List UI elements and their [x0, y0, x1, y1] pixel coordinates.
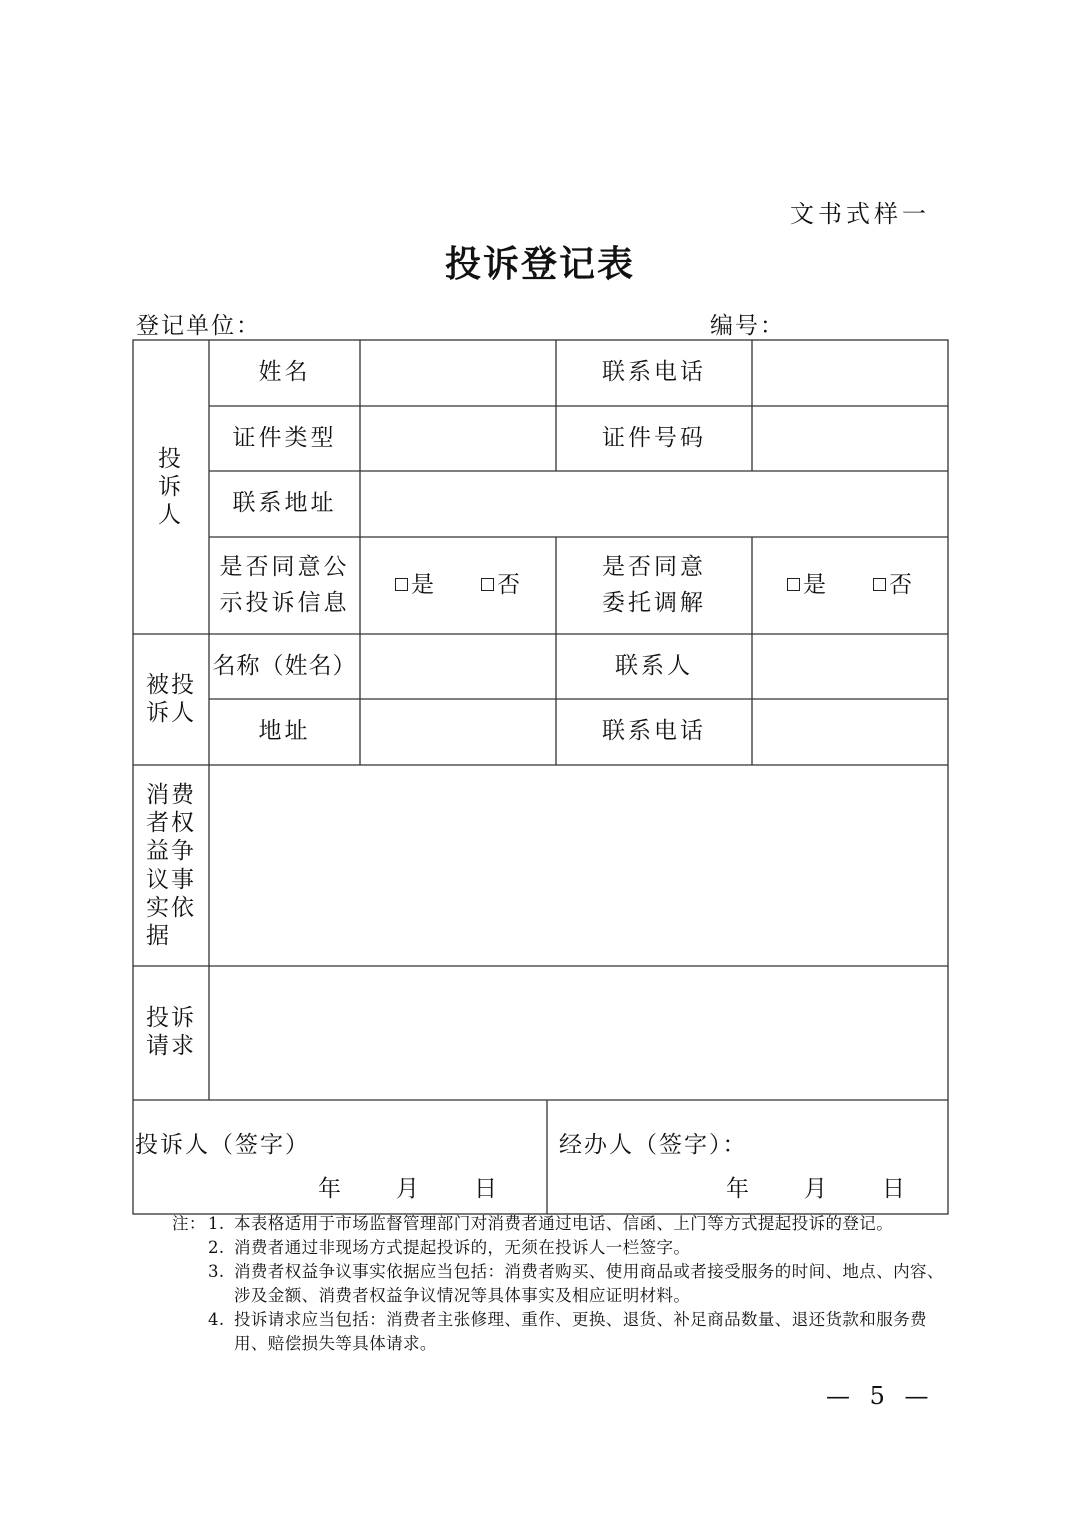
respondent-name-label: 名称（姓名） [212, 652, 357, 679]
note-item: 2. 消费者通过非现场方式提起投诉的，无须在投诉人一栏签字。 [208, 1238, 691, 1257]
registration-unit-label: 登记单位： [136, 313, 261, 339]
serial-number-label: 编号： [710, 313, 785, 339]
disclose-yes-option[interactable]: 是 [395, 568, 435, 604]
note-item: 3. 消费者权益争议事实依据应当包括：消费者购买、使用商品或者接受服务的时间、地点、内容、涉及金额、消费者权益争议情况等具体事实及相应证明材料。 [208, 1262, 944, 1305]
page-number: — 5 — [826, 1382, 935, 1410]
facts-section-label: 消费 者权 益争 议事 实依 据 [146, 782, 196, 949]
handler-signature-date: 年 月 日 [726, 1176, 905, 1202]
respondent-section-label: 被投 诉人 [146, 671, 196, 726]
mediation-yes-option[interactable]: 是 [787, 568, 827, 604]
respondent-contact-field[interactable] [752, 634, 948, 699]
phone-label: 联系电话 [602, 359, 706, 386]
respondent-address-field[interactable] [360, 699, 556, 765]
checkbox-icon [873, 578, 886, 591]
respondent-phone-label: 联系电话 [602, 718, 706, 745]
mediation-consent-label: 是否同意 委托调解 [602, 553, 706, 616]
complainant-signature-label: 投诉人（签字） [135, 1132, 310, 1158]
address-label: 联系地址 [232, 490, 337, 517]
phone-field[interactable] [752, 340, 948, 406]
complainant-section-label: 投诉人 [158, 445, 184, 529]
checkbox-icon [787, 578, 800, 591]
address-field[interactable] [360, 471, 948, 537]
complainant-signature-date: 年 月 日 [318, 1176, 497, 1202]
id-type-field[interactable] [360, 406, 556, 471]
id-type-label: 证件类型 [232, 424, 337, 451]
disclose-consent-options [360, 537, 556, 634]
name-label: 姓名 [258, 359, 311, 386]
id-number-label: 证件号码 [602, 424, 706, 451]
request-field[interactable] [209, 966, 948, 1100]
respondent-name-field[interactable] [360, 634, 556, 699]
notes [172, 1212, 948, 1356]
document-type-label: 文书式样一 [790, 200, 930, 228]
mediation-no-option[interactable]: 否 [873, 568, 913, 604]
name-field[interactable] [360, 340, 556, 406]
id-number-field[interactable] [752, 406, 948, 471]
checkbox-icon [481, 578, 494, 591]
disclose-no-option[interactable]: 否 [481, 568, 521, 604]
respondent-contact-label: 联系人 [615, 652, 693, 679]
note-item: 注： 1. 本表格适用于市场监督管理部门对消费者通过电话、信函、上门等方式提起投诉的登记。 [172, 1214, 894, 1233]
respondent-address-label: 地址 [258, 718, 311, 745]
checkbox-icon [395, 578, 408, 591]
request-section-label: 投诉 请求 [146, 1005, 196, 1059]
respondent-phone-field[interactable] [752, 699, 948, 765]
handler-signature-label: 经办人（签字）： [559, 1132, 748, 1158]
facts-field[interactable] [209, 765, 948, 966]
disclose-consent-label: 是否同意公 示投诉信息 [219, 553, 350, 616]
note-item: 4. 投诉请求应当包括：消费者主张修理、重作、更换、退货、补足商品数量、退还货款和服务费用、赔偿损失等具体请求。 [208, 1310, 927, 1353]
page-title: 投诉登记表 [444, 243, 635, 285]
mediation-consent-options [752, 537, 948, 634]
